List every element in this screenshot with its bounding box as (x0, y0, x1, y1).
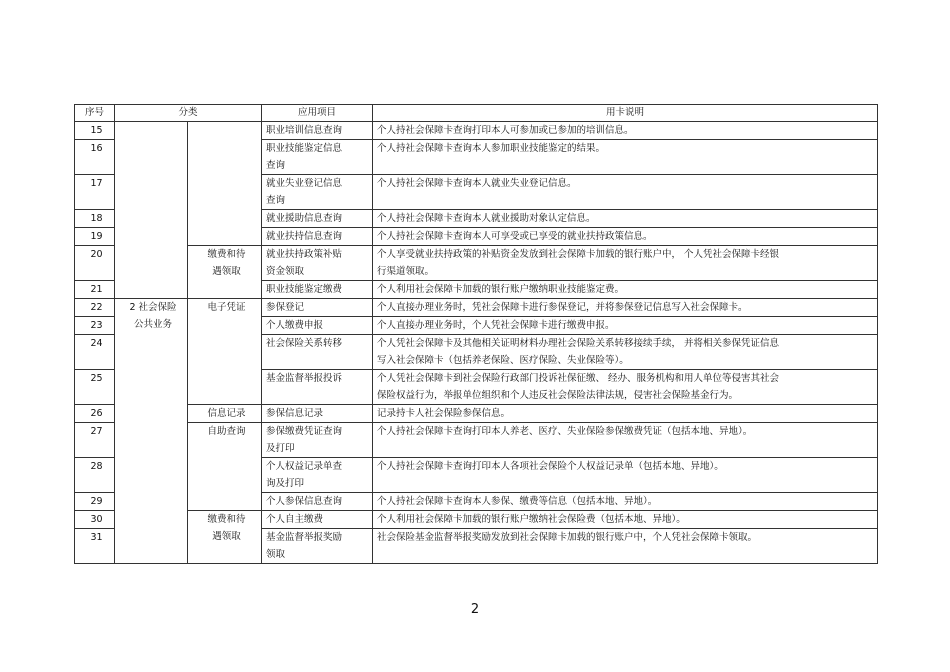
row-desc: 个人持社会保障卡查询打印本人养老、医疗、失业保险参保缴费凭证（包括本地、异地）。 (373, 423, 878, 458)
row-desc: 个人持社会保障卡查询本人参加职业技能鉴定的结果。 (373, 140, 878, 175)
row-item: 就业援助信息查询 (262, 210, 373, 228)
row-desc: 个人直接办理业务时，个人凭社会保障卡进行缴费申报。 (373, 317, 878, 335)
row-num: 29 (75, 493, 115, 511)
row-desc: 个人利用社会保障卡加载的银行账户缴纳社会保险费（包括本地、异地）。 (373, 511, 878, 529)
row-item: 参保信息记录 (262, 405, 373, 423)
category-self-query: 自助查询 (188, 423, 262, 511)
row-num: 21 (75, 281, 115, 299)
row-item: 参保缴费凭证查询 及打印 (262, 423, 373, 458)
row-item: 个人自主缴费 (262, 511, 373, 529)
row-num: 18 (75, 210, 115, 228)
row-desc: 个人持社会保障卡查询本人参保、缴费等信息（包括本地、异地）。 (373, 493, 878, 511)
row-desc: 个人持社会保障卡查询打印本人可参加或已参加的培训信息。 (373, 122, 878, 140)
row-item: 就业扶持信息查询 (262, 228, 373, 246)
row-num: 30 (75, 511, 115, 529)
header-item: 应用项目 (262, 105, 373, 122)
category-main-continued (115, 122, 188, 299)
row-num: 28 (75, 458, 115, 493)
row-item: 个人权益记录单查 询及打印 (262, 458, 373, 493)
row-desc: 个人利用社会保障卡加载的银行账户缴纳职业技能鉴定费。 (373, 281, 878, 299)
row-num: 25 (75, 370, 115, 405)
row-desc: 个人持社会保障卡查询本人就业援助对象认定信息。 (373, 210, 878, 228)
table-row (75, 299, 878, 317)
table-row (75, 405, 878, 423)
row-num: 19 (75, 228, 115, 246)
row-item: 社会保险关系转移 (262, 335, 373, 370)
category-sub-continued (188, 122, 262, 246)
row-item: 个人参保信息查询 (262, 493, 373, 511)
page-number: 2 (470, 602, 480, 617)
row-desc: 个人持社会保障卡查询打印本人各项社会保险个人权益记录单（包括本地、异地）。 (373, 458, 878, 493)
category-pay-benefit: 缴费和待 遇领取 (188, 246, 262, 299)
row-desc: 个人享受就业扶持政策的补贴资金发放到社会保障卡加载的银行账户中， 个人凭社会保障卡经银 行渠道领取。 (373, 246, 878, 281)
table-row (75, 122, 878, 140)
row-num: 24 (75, 335, 115, 370)
category-social-insurance: 2 社会保险 公共业务 (115, 299, 188, 564)
row-item: 就业失业登记信息 查询 (262, 175, 373, 210)
table-row (75, 423, 878, 458)
row-item: 基金监督举报奖励 领取 (262, 529, 373, 564)
row-num: 23 (75, 317, 115, 335)
row-num: 22 (75, 299, 115, 317)
application-table (74, 104, 878, 564)
row-item: 就业扶持政策补贴 资金领取 (262, 246, 373, 281)
row-desc: 个人持社会保障卡查询本人可享受或已享受的就业扶持政策信息。 (373, 228, 878, 246)
row-item: 职业技能鉴定信息 查询 (262, 140, 373, 175)
row-item: 职业技能鉴定缴费 (262, 281, 373, 299)
table-row (75, 246, 878, 281)
category-e-cert: 电子凭证 (188, 299, 262, 405)
row-item: 参保登记 (262, 299, 373, 317)
row-desc: 个人凭社会保障卡到社会保险行政部门投诉社保征缴、 经办、服务机构和用人单位等侵害其社会 保险权益行为，举报单位组织和个人违反社会保险法律法规，侵害社会保险基金行为。 (373, 370, 878, 405)
row-num: 17 (75, 175, 115, 210)
header-category: 分类 (115, 105, 262, 122)
table-header-row (75, 105, 878, 122)
row-num: 31 (75, 529, 115, 564)
header-num: 序号 (75, 105, 115, 122)
category-pay-benefit-2: 缴费和待 遇领取 (188, 511, 262, 564)
row-desc: 社会保险基金监督举报奖励发放到社会保障卡加载的银行账户中，个人凭社会保障卡领取。 (373, 529, 878, 564)
category-info-record: 信息记录 (188, 405, 262, 423)
row-item: 基金监督举报投诉 (262, 370, 373, 405)
table-row (75, 511, 878, 529)
row-num: 26 (75, 405, 115, 423)
row-num: 27 (75, 423, 115, 458)
row-num: 20 (75, 246, 115, 281)
row-desc: 个人直接办理业务时，凭社会保障卡进行参保登记，并将参保登记信息写入社会保障卡。 (373, 299, 878, 317)
row-item: 职业培训信息查询 (262, 122, 373, 140)
row-num: 16 (75, 140, 115, 175)
row-num: 15 (75, 122, 115, 140)
row-desc: 个人持社会保障卡查询本人就业失业登记信息。 (373, 175, 878, 210)
header-desc: 用卡说明 (373, 105, 878, 122)
row-desc: 个人凭社会保障卡及其他相关证明材料办理社会保险关系转移接续手续， 并将相关参保凭证信息 写入社会保障卡（包括养老保险、医疗保险、失业保险等）。 (373, 335, 878, 370)
row-item: 个人缴费申报 (262, 317, 373, 335)
row-desc: 记录持卡人社会保险参保信息。 (373, 405, 878, 423)
